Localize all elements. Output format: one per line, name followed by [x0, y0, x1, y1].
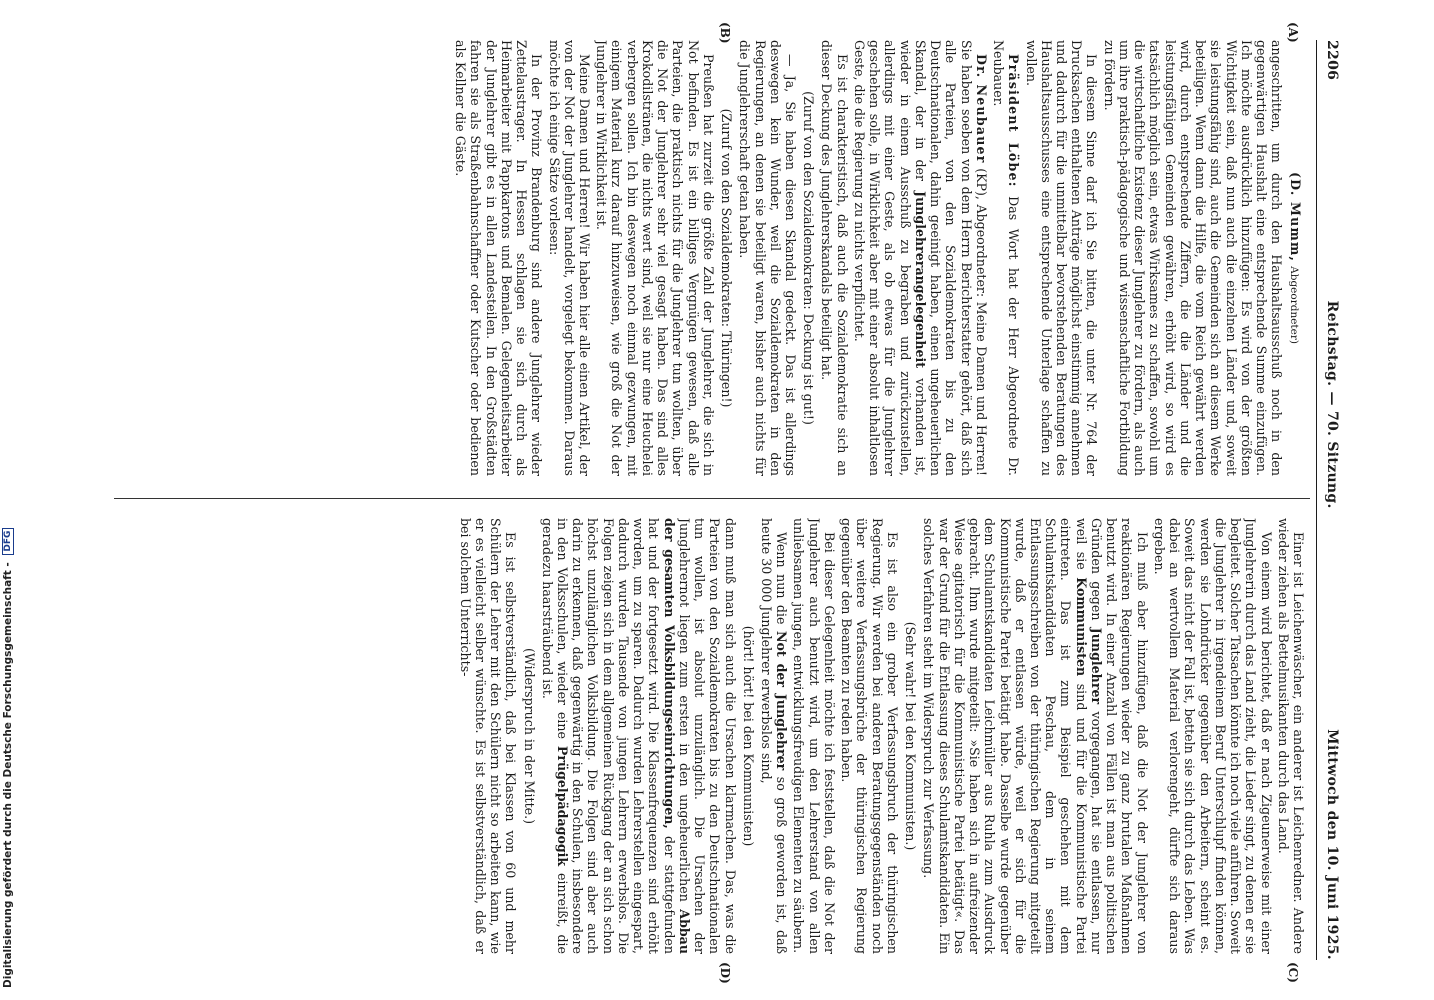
speaker-paragraph: Präsident Löbe: Das Wort hat der Herr Abgeordnete Dr. Neubauer. [991, 40, 1022, 476]
header-rule [1316, 40, 1317, 960]
quoted-text: In der Provinz Brandenburg sind andere Junglehrer wieder Zettelaustrager. In Hessen schlagen sie sich durch als Heimarbeiter mit Pappkartons und Bemalen. Gelegenheitsarbeiter der Junglehrer gibt es in allen Landesteilen. In den Großstädten fahren sie als Straßenbahnschaffner oder Kutscher oder bedienen als Kellner die Gäste. [453, 40, 545, 476]
interjection: (hört! hört! bei den Kommunisten) [740, 625, 756, 847]
page-number: 2206 [1324, 40, 1340, 81]
right-column [116, 518, 1306, 954]
margin-marker-a: (A) [1286, 22, 1300, 43]
paragraph: Es ist selbstverständlich, daß bei Klassen von 60 und mehr Schülern der Lehrer mit den Schülern nicht so arbeiten kann, wie er es vielleicht selber wünschte. Es ist selbstverständlich, daß er bei solchem Unterrichts- [457, 518, 519, 954]
rotated-document-page [80, 22, 1340, 984]
interjection: (Zuruf von den Sozialdemokraten: Deckung ist gut!) [801, 91, 817, 425]
speaker-name: Dr. Neubauer [973, 54, 989, 164]
paragraph: Meine Damen und Herren! Wir haben hier alle einen Artikel, der von der Not der Junglehrer handelt, vorgelegt bekommen. Daraus möchte ich einige Sätze vorlesen: [546, 40, 592, 476]
margin-marker-b: (B) [718, 22, 732, 44]
interjection: (Zuruf von den Sozialdemokraten: Thüringen!) [719, 108, 735, 408]
paragraph: Wenn nun die Not der Junglehrer so groß geworden ist, daß heute 30 000 Junglehrer erwerbslos sind, [759, 518, 790, 954]
speaker-paragraph: Dr. Neubauer (KP), Abgeordneter: Meine Damen und Herren! Sie haben soeben von dem Herrn Berichterstatter gehört, daß sich alle Parteien, von den Sozialdemokraten bis zu den Deutschnationalen, dahin geeinigt haben, einen ungeheuerlichen Skandal, der in der Junglehrerangelegenheit vorhanden ist, wieder in einem Ausschuß zu begraben und zurückzustellen, allerdings mit einer Geste, als ob etwas für die Junglehrer geschehen solle, in Wirklichkeit aber mit einer absolut inhaltlosen Geste, die die Regierung zu nichts verpflichtet. [851, 40, 989, 476]
paragraph: dann muß man sich auch die Ursachen klarmachen. Das, was die Parteien von den Sozialdemokraten bis zu den Deutschnationalen tun wollen, ist absolut unzulänglich. Die Ursachen der Junglehrernot liegen zum ersten in den ungeheuerlichen Abbau der gesamten Volksbildungseinrichtungen, der stattgefunden hat und der fortgesetzt wird. Die Klassenfrequenzen sind erhöht worden, um zu sparen. Dadurch wurden Lehrerstellen eingespart, dadurch wurden Tausende von jungen Lehrern erwerbslos. Die Folgen zeigen sich in dem allgemeinen Rückgang der an sich schon höchst unzulänglichen Volksbildung. Die Folgen sind aber auch darin zu erkennen, daß gegenwärtig in den Schulen, insbesondere in den Volksschulen, wieder eine Prügelpädagogik einreißt, die geradezu haarsträubend ist. [539, 518, 738, 954]
quoted-text: Einer ist Leichenwäscher, ein anderer ist Leichenredner. Andere wieder ziehen als Bettelmusikanten durch das Land. [1275, 518, 1306, 954]
paragraph: Preußen hat zurzeit die größte Zahl der Junglehrer, die sich in Not befinden. Es ist ein billiges Vergnügen gewesen, daß alle Parteien, die praktisch nichts für die Junglehrer tun wollten, über die Not der Junglehrer sehr viel gesagt haben. Das sind alles Krokodilstränen, die nichts wert sind, weil sie nur eine Heuchelei verbergen sollen. Ich bin deswegen noch einmal gezwungen, mit einigem Material kurz darauf hinzuweisen, wie groß die Not der Junglehrer in Wirklichkeit ist. [594, 40, 716, 476]
speaker-continuation: (D. Mumm, Abgeordneter) [1288, 172, 1303, 344]
interjection: (Sehr wahr! bei den Kommunisten.) [903, 621, 919, 851]
digitization-note [2, 0, 14, 988]
page-header [1316, 40, 1340, 960]
left-column [116, 40, 1306, 476]
paragraph: Ich muß aber hinzufügen, daß die Not der Junglehrer von reaktionären Regierungen wieder zu ganz brutalen Maßnahmen benutzt wird. In einer Anzahl von Fällen ist man aus politischen Gründen gegen Junglehrer vorgegangen, hat sie entlassen, nur weil sie Kommunisten sind und für die Kommunistische Partei eintreten. Das ist zum Beispiel geschehen mit dem Schulamtskandidaten Peschau, dem in seinem Entlassungsschreiben von der thüringischen Regierung mitgeteilt wurde, daß er entlassen würde, weil er sich für die Kommunistische Partei betätigt habe. Dasselbe wurde gegenüber dem Schulamtskandidaten Leichmüller aus Ruhla zum Ausdruck gebracht. Ihm wurde mitgeteilt: »Sie haben sich in aufreizender Weise agitatorisch für die Kommunistische Partei betätigt«. Das war der Grund für die Entlassung dieses Schulamtskandidaten. Ein solches Verfahren steht im Widerspruch zur Verfassung. [921, 518, 1150, 954]
paragraph: angeschritten, um durch den Haushaltsausschuß noch in den gegenwärtigen Haushalt eine entsprechende Summe einzufügen. Ich möchte ausdrücklich hinzufügen: Es wird von der größten Wichtigkeit sein, daß nun auch die einzelnen Länder und, soweit sie leistungsfähig sind, auch die Gemeinden sich an diesem Werke beteiligen. Wenn dann die Hilfe, die vom Reich gewährt werden wird, durch entsprechende Ziffern, die die Länder und die leistungsfähigen Gemeinden gewähren, erhöht wird, so wird es tatsächlich möglich sein, etwas Wirksames zu schaffen, sowohl um die wirtschaftliche Existenz dieser Junglehrer zu fördern, als auch um ihre praktisch-pädagogische und wissenschaftliche Fortbildung zu fördern. [1101, 40, 1285, 476]
paragraph: — Ja, Sie haben diesen Skandal gedeckt. Das ist allerdings deswegen kein Wunder, weil die Sozialdemokraten in den Regierungen, an denen sie beteiligt waren, bisher auch nichts für die Junglehrerschaft getan haben. [737, 40, 799, 476]
speaker-name: Präsident Löbe: [1006, 54, 1022, 188]
paragraph: Es ist also ein grober Verfassungsbruch der thüringischen Regierung. Wir werden bei anderen Beratungsgegenständen noch über weitere Verfassungsbrüche der thüringischen Regierung gegenüber den Beamten zu reden haben. [839, 518, 900, 954]
digitization-text: Digitalisierung gefördert durch die Deutsche Forschungsgemeinschaft - [2, 562, 14, 988]
margin-marker-d: (D) [718, 962, 732, 984]
paragraph: Bei dieser Gelegenheit möchte ich feststellen, daß die Not der Junglehrer auch benutzt wird, um den Lehrerstand von allen unliebsamen jungen, entwicklungsfreudigen Elementen zu säubern. [791, 518, 837, 954]
header-title: Reichstag. — 70. Sitzung. [1324, 300, 1340, 509]
paragraph: Es ist charakteristisch, daß auch die Sozialdemokratie sich an dieser Deckung des Junglehrerskandals beteiligt hat. [819, 40, 850, 476]
interjection: (Widerspruch in der Mitte.) [521, 647, 537, 825]
margin-marker-c: (C) [1286, 962, 1300, 983]
dfg-logo: DFG [2, 528, 14, 555]
quoted-text: Von einem wird berichtet, daß er nach Zigeunerweise mit einer Junglehrerin durch das Land zieht, die Lieder singt, zu denen er sie begleitet. Solcher Tatsachen könnte ich noch viele anführen. Soweit die Junglehrer in irgendeinem Beruf Unterschlupf finden können, werden sie Lohndrücker gegenüber den Arbeitern, scheint es. Soweit das nicht der Fall ist, betteln sie sich durch das Leben. Was dabei an wertvollem Material verlorengeht, dürfte sich daraus ergeben. [1151, 518, 1274, 954]
paragraph: In diesem Sinne darf ich Sie bitten, die unter Nr. 764 der Drucksachen enthaltenen Anträge möglichst einstimmig annehmen und dadurch für die unmittelbar bevorstehenden Beratungen des Haushaltsausschusses eine entsprechende Unterlage schaffen zu wollen. [1023, 40, 1100, 476]
header-date: Mittwoch den 10. Juni 1925. [1324, 729, 1340, 960]
column-divider [114, 498, 1310, 499]
